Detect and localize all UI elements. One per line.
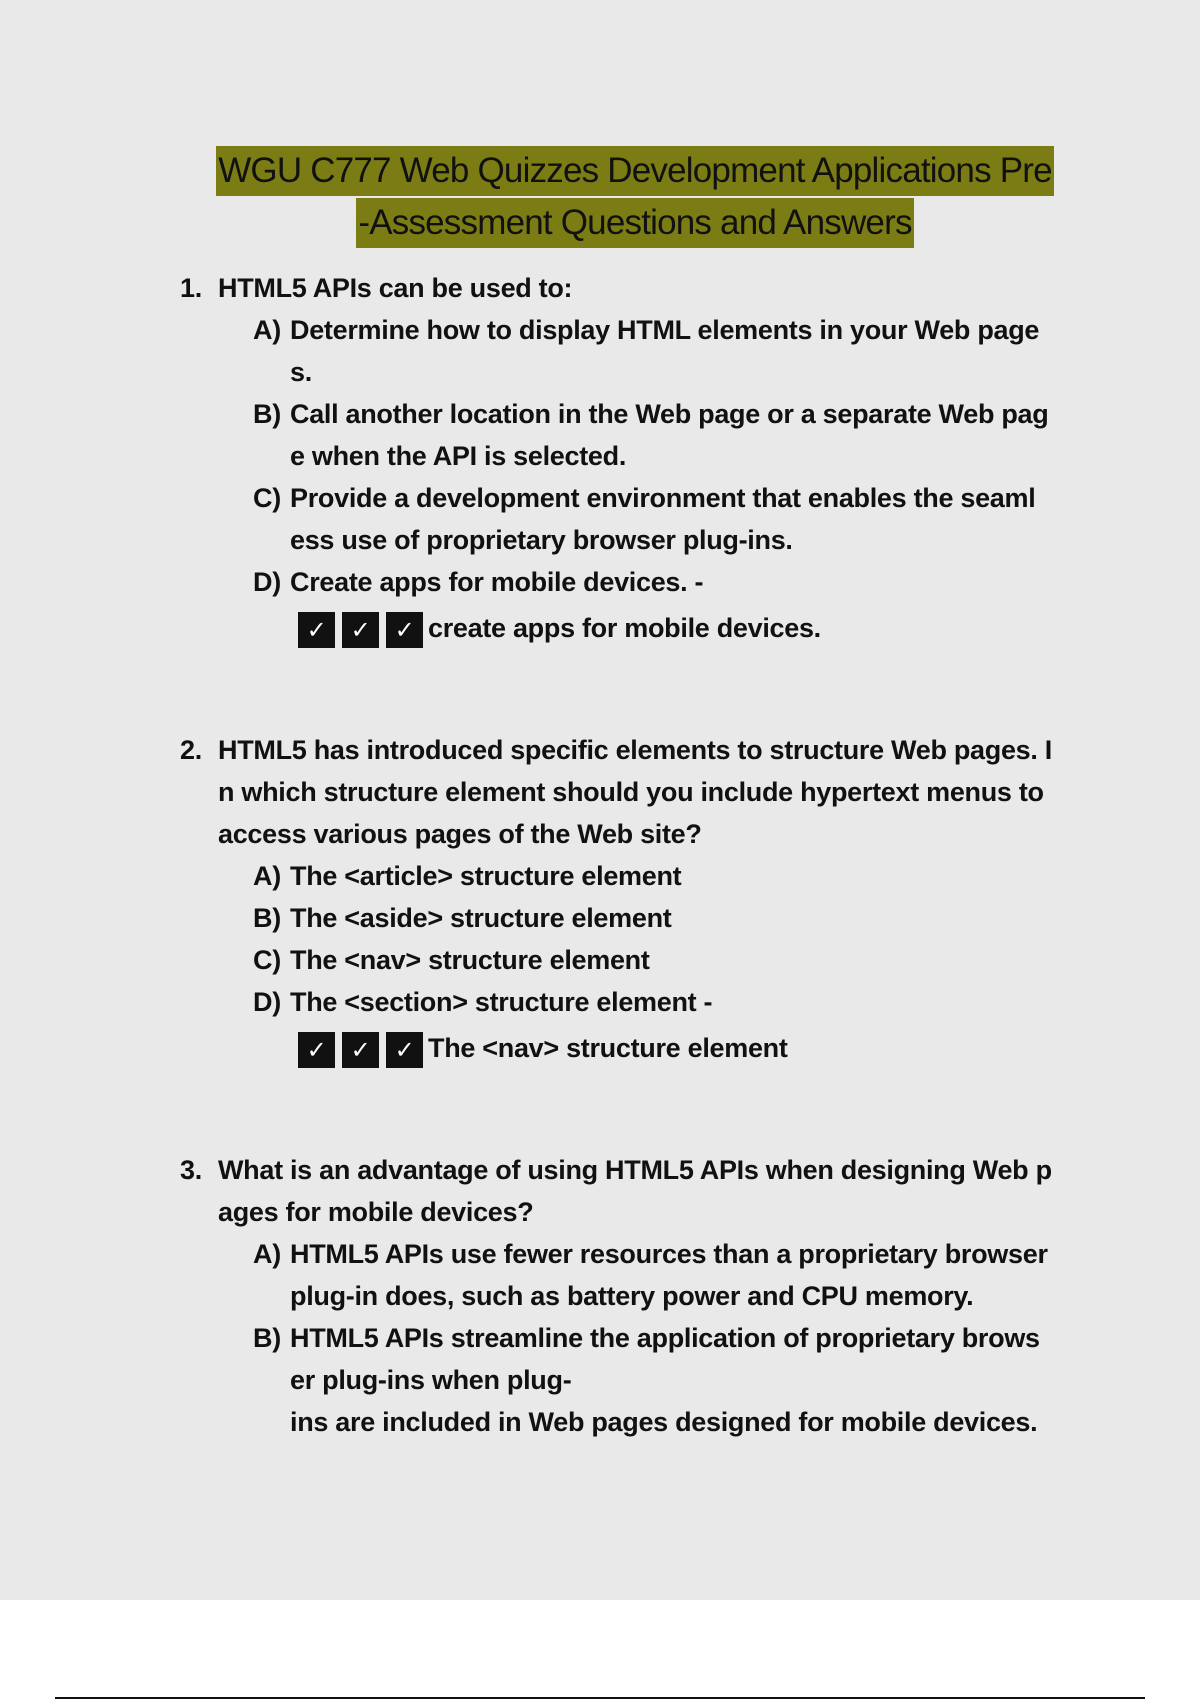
question-number: 1. [180,273,202,303]
stem-line: n which structure element should you include hypertext menus to [218,777,1044,807]
answer-text: create apps for mobile devices. [428,613,821,643]
question-number: 3. [180,1155,202,1185]
option-d [180,561,1080,603]
question-stem [180,1149,1080,1233]
option-letter: D) [253,567,281,597]
option-c [180,939,1080,981]
option-line: er plug-ins when plug- [290,1365,572,1395]
checkmark-icon: ✓ [386,612,423,648]
option-line: e when the API is selected. [290,441,627,471]
option-a [180,1233,1080,1317]
question-stem [180,267,1080,309]
option-letter: D) [253,987,281,1017]
option-line: The <section> structure element - [290,987,713,1017]
answer-text: The <nav> structure element [428,1033,788,1063]
checkmark-icon: ✓ [342,1032,379,1068]
option-line: plug-in does, such as battery power and CPU memory. [290,1281,974,1311]
option-line: HTML5 APIs use fewer resources than a proprietary browser [290,1239,1048,1269]
stem-line: HTML5 APIs can be used to: [218,273,573,303]
option-line: HTML5 APIs streamline the application of proprietary brows [290,1323,1040,1353]
option-a [180,309,1080,393]
title-line-1: WGU C777 Web Quizzes Development Applications Pre [216,146,1054,196]
option-line: Call another location in the Web page or a separate Web pag [290,399,1049,429]
stem-line: What is an advantage of using HTML5 APIs when designing Web p [218,1155,1052,1185]
option-letter: B) [253,399,281,429]
option-letter: B) [253,903,281,933]
option-line: ins are included in Web pages designed for mobile devices. [290,1407,1038,1437]
answer-checkmarks [298,1032,423,1068]
option-line: s. [290,357,312,387]
checkmark-icon: ✓ [342,612,379,648]
option-a [180,855,1080,897]
option-d [180,981,1080,1023]
option-line: Determine how to display HTML elements in your Web page [290,315,1040,345]
option-b [180,393,1080,477]
stem-line: ages for mobile devices? [218,1197,534,1227]
answer-line [180,1027,1080,1069]
stem-line: HTML5 has introduced specific elements to structure Web pages. I [218,735,1052,765]
option-line: ess use of proprietary browser plug-ins. [290,525,793,555]
option-letter: A) [253,315,281,345]
stem-line: access various pages of the Web site? [218,819,702,849]
document-title [0,146,1200,248]
checkmark-icon: ✓ [298,1032,335,1068]
option-letter: A) [253,861,281,891]
title-line-2: -Assessment Questions and Answers [356,198,913,248]
option-line: Provide a development environment that enables the seaml [290,483,1036,513]
option-b [180,1317,1080,1443]
question-2 [180,729,1080,1069]
option-line: The <aside> structure element [290,903,672,933]
question-3 [180,1149,1080,1443]
answer-checkmarks [298,612,423,648]
answer-line [180,607,1080,649]
option-line: The <nav> structure element [290,945,650,975]
page-divider [55,1697,1145,1699]
option-letter: B) [253,1323,281,1353]
option-letter: A) [253,1239,281,1269]
checkmark-icon: ✓ [298,612,335,648]
checkmark-icon: ✓ [386,1032,423,1068]
option-line: The <article> structure element [290,861,682,891]
option-c [180,477,1080,561]
option-line: Create apps for mobile devices. - [290,567,704,597]
option-letter: C) [253,945,281,975]
question-1 [180,267,1080,649]
question-stem [180,729,1080,855]
question-number: 2. [180,735,202,765]
option-letter: C) [253,483,281,513]
option-b [180,897,1080,939]
